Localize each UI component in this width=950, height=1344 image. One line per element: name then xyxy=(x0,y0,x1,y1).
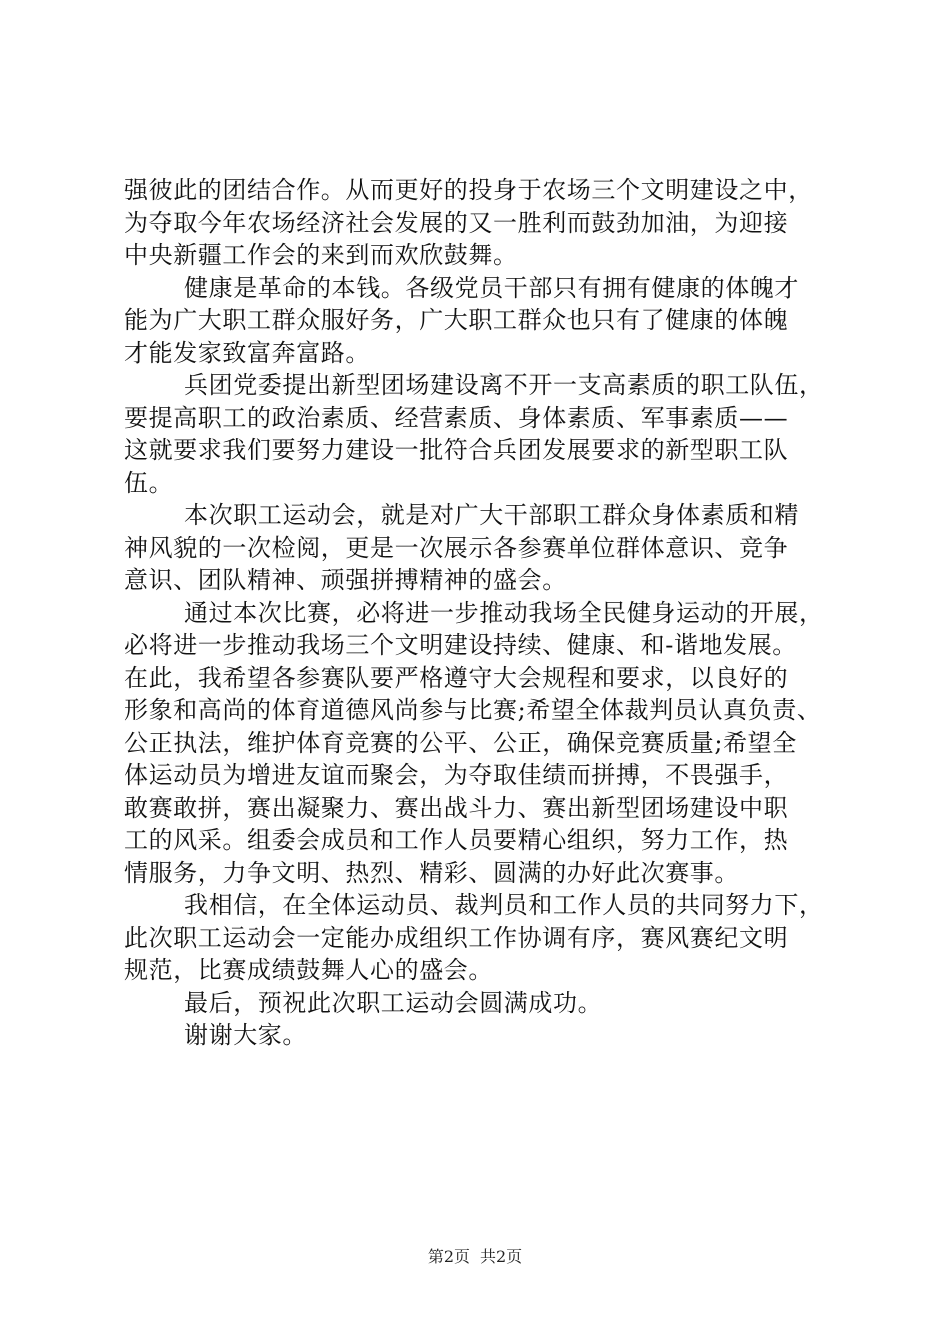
text-line: 工的风采。组委会成员和工作人员要精心组织，努力工作，热 xyxy=(124,826,789,854)
text-line: 才能发家致富奔富路。 xyxy=(124,338,370,367)
text-line: 本次职工运动会，就是对广大干部职工群众身体素质和精 xyxy=(184,501,799,529)
text-line: 意识、团队精神、顽强拼搏精神的盛会。 xyxy=(124,566,567,594)
text-line: 伍。 xyxy=(124,468,174,497)
page-number-current: 第2页 xyxy=(427,1247,470,1266)
text-line: 形象和高尚的体育道德风尚参与比赛;希望全体裁判员认真负责、 xyxy=(124,696,822,724)
text-line: 在此，我希望各参赛队要严格遵守大会规程和要求，以良好的 xyxy=(124,663,789,692)
text-line: 最后，预祝此次职工运动会圆满成功。 xyxy=(184,988,603,1017)
page-number-total: 共2页 xyxy=(480,1247,523,1266)
text-line: 要提高职工的政治素质、经营素质、身体素质、军事素质—— xyxy=(124,403,789,432)
text-line: 敢赛敢拼，赛出凝聚力、赛出战斗力、赛出新型团场建设中职 xyxy=(124,793,789,822)
text-line: 公正执法，维护体育竞赛的公平、公正，确保竞赛质量;希望全 xyxy=(124,728,797,757)
text-line: 强彼此的团结合作。从而更好的投身于农场三个文明建设之中， xyxy=(124,176,813,204)
text-line: 谢谢大家。 xyxy=(184,1021,307,1049)
page-footer xyxy=(0,1244,950,1267)
document-body xyxy=(124,174,859,1052)
text-line: 能为广大职工群众服好务，广大职工群众也只有了健康的体魄 xyxy=(124,306,789,334)
text-line: 通过本次比赛，必将进一步推动我场全民健身运动的开展， xyxy=(184,598,824,627)
text-line: 健康是革命的本钱。各级党员干部只有拥有健康的体魄才 xyxy=(184,273,799,302)
text-line: 这就要求我们要努力建设一批符合兵团发展要求的新型职工队 xyxy=(124,436,789,464)
text-line: 规范，比赛成绩鼓舞人心的盛会。 xyxy=(124,956,493,984)
text-line: 情服务，力争文明、热烈、精彩、圆满的办好此次赛事。 xyxy=(124,858,739,887)
text-line: 此次职工运动会一定能办成组织工作协调有序，赛风赛纪文明 xyxy=(124,923,789,952)
text-line: 为夺取今年农场经济社会发展的又一胜利而鼓劲加油，为迎接 xyxy=(124,208,789,237)
text-line: 体运动员为增进友谊而聚会，为夺取佳绩而拼搏，不畏强手， xyxy=(124,761,789,789)
text-line: 神风貌的一次检阅，更是一次展示各参赛单位群体意识、竞争 xyxy=(124,533,789,562)
text-line: 兵团党委提出新型团场建设离不开一支高素质的职工队伍， xyxy=(184,371,824,399)
text-line: 中央新疆工作会的来到而欢欣鼓舞。 xyxy=(124,241,518,269)
text-line: 我相信，在全体运动员、裁判员和工作人员的共同努力下， xyxy=(184,891,824,919)
text-line: 必将进一步推动我场三个文明建设持续、健康、和-谐地发展。 xyxy=(124,631,797,659)
